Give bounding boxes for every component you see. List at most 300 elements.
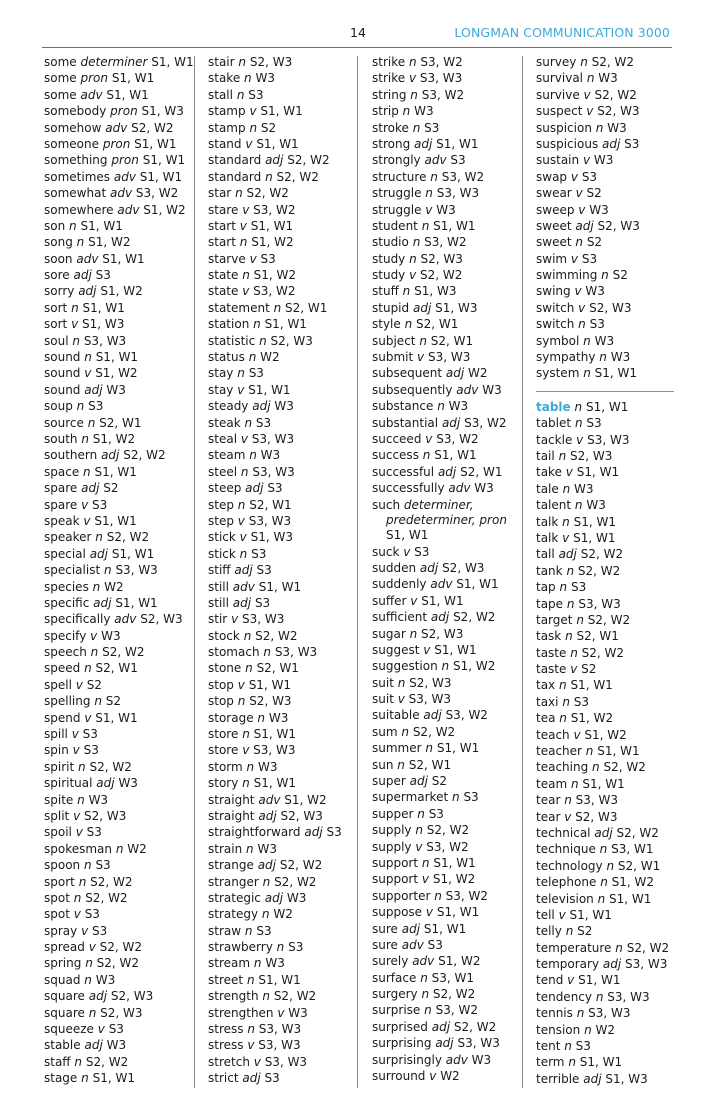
part-of-speech: adj [602,136,621,151]
frequency-band: S2 [586,235,603,250]
headword: sufficient [372,610,428,625]
word-entry [372,921,522,937]
word-entry [208,972,358,988]
frequency-band: W3 [448,399,469,414]
frequency-band: S3 [570,580,587,595]
part-of-speech: v [578,300,586,315]
part-of-speech: n [257,710,266,725]
frequency-band: W3 [471,1052,492,1067]
headword: such [372,497,401,512]
word-entry [372,773,522,789]
frequency-band: S2, W2 [90,874,133,889]
headword: station [208,317,250,332]
headword: survey [536,55,577,69]
frequency-band: S1, W1 [253,776,296,791]
part-of-speech: v [249,104,257,119]
word-entry [536,940,674,956]
part-of-speech: adj [245,481,264,496]
part-of-speech: n [583,333,591,348]
part-of-speech: n [558,448,567,463]
frequency-band: W3 [288,1005,308,1020]
word-entry [44,513,192,529]
frequency-band: S2, W3 [249,694,292,709]
part-of-speech: v [75,677,83,692]
frequency-band: W2 [127,841,147,856]
headword: sort [44,317,68,332]
part-of-speech: n [263,645,271,660]
word-entry [44,1021,192,1037]
word-entry [372,464,522,480]
word-entry [372,970,522,986]
headword: talent [536,498,572,513]
headword: sound [44,382,81,397]
part-of-speech: n [84,972,92,987]
headword: study [372,268,406,283]
frequency-band: S1, W3 [414,284,457,299]
frequency-band: S3, W3 [436,186,480,201]
frequency-band: S1, W1 [250,218,294,233]
part-of-speech: adj [73,268,92,283]
headword: soul [44,333,69,348]
frequency-band: S1, W1 [423,921,467,936]
part-of-speech: v [582,153,591,168]
headword: tackle [536,432,573,447]
word-entry [536,661,674,677]
part-of-speech: n [417,806,425,821]
headword: sorry [44,284,75,299]
frequency-band: S3, W3 [264,1054,308,1069]
word-entry [44,939,192,955]
frequency-band: S1, W1 [597,744,640,759]
frequency-band: W2 [595,1022,615,1037]
word-column-2 [208,54,358,1087]
headword: square [44,1005,85,1020]
word-entry [536,825,674,841]
frequency-band: S3 [84,907,100,922]
part-of-speech: adj [81,481,100,496]
part-of-speech: n [437,399,445,414]
word-entry [44,972,192,988]
word-entry [372,283,522,299]
frequency-band: S1, W2 [143,202,186,217]
frequency-band: S2 [260,120,277,135]
part-of-speech: adj [84,382,103,397]
frequency-band: S2, W2 [273,989,317,1004]
frequency-band: W2 [273,907,293,922]
part-of-speech: adv [258,792,281,807]
part-of-speech: n [85,956,93,971]
part-of-speech: adj [414,136,433,151]
part-of-speech: adv [448,481,471,496]
headword: stupid [372,300,410,315]
headword: spray [44,923,78,938]
frequency-band: S2, W1 [249,497,292,512]
part-of-speech: v [97,1022,105,1037]
part-of-speech: adv [76,251,99,266]
word-entry [536,907,674,923]
word-entry [372,888,522,904]
part-of-speech: n [562,514,570,529]
part-of-speech: adj [78,284,97,299]
part-of-speech: n [412,235,421,250]
part-of-speech: adv [412,954,435,969]
word-entry [208,365,358,381]
word-entry [372,54,522,70]
word-entry [44,562,192,578]
part-of-speech: v [242,284,250,299]
part-of-speech: adv [105,120,128,135]
word-entry [372,839,522,855]
word-entry [208,595,358,611]
frequency-band: S2, W2 [603,760,646,775]
headword: sweet [536,218,572,233]
letter-section-rule [536,391,674,392]
part-of-speech: v [84,710,92,725]
frequency-band: S1, W1 [111,71,155,86]
part-of-speech: adj [412,300,432,315]
word-entry [536,563,674,579]
part-of-speech: adj [93,595,112,610]
part-of-speech: v [84,366,92,381]
part-of-speech: adj [265,153,284,168]
frequency-band: S3 [260,251,276,266]
word-entry [536,169,674,185]
headword: specialist [44,563,101,578]
part-of-speech: n [565,629,573,644]
headword: subject [372,333,416,348]
word-entry [44,300,192,316]
word-entry [208,775,358,791]
headword: stroke [372,120,409,135]
part-of-speech: n [87,415,96,430]
part-of-speech: n [244,415,253,430]
frequency-band: W3 [414,104,434,119]
part-of-speech: v [421,872,430,887]
frequency-band: S3 [428,806,444,821]
headword: spot [44,907,70,922]
word-entry [44,644,192,660]
part-of-speech: determiner, [403,497,474,512]
frequency-band: S2, W3 [575,809,618,824]
word-entry [536,136,674,152]
headword: steal [208,431,238,446]
part-of-speech: n [397,757,405,772]
headword: tennis [536,1006,573,1021]
word-entry [208,267,358,283]
frequency-band: S2, W1 [99,415,142,430]
frequency-band: S1, W1 [94,464,137,479]
word-entry [208,202,358,218]
word-entry [372,218,522,234]
part-of-speech: n [259,333,267,348]
word-entry [372,251,522,267]
headword: spend [44,710,81,725]
frequency-band: S3, W2 [445,888,489,903]
part-of-speech: adj [101,448,120,463]
headword: suck [372,544,400,559]
part-of-speech: adv [80,87,103,102]
frequency-band: S3, W3 [578,596,621,611]
headword: steel [208,464,238,479]
frequency-band: S3, W2 [426,839,469,854]
headword: surface [372,970,417,985]
part-of-speech: n [421,855,430,870]
word-entry [536,546,674,562]
word-entry [372,398,522,414]
part-of-speech: v [425,905,434,920]
part-of-speech: n [564,1039,572,1054]
word-entry [208,906,358,922]
word-entry [372,333,522,349]
word-entry [372,593,522,609]
word-entry [44,1054,192,1070]
part-of-speech: adj [602,957,622,972]
part-of-speech: n [237,366,245,381]
part-of-speech: n [262,989,270,1004]
word-entry [536,497,674,513]
frequency-band: S2, W2 [106,530,150,545]
word-entry [208,857,358,873]
frequency-band: S3 [248,87,264,102]
headword: spoon [44,858,81,873]
word-entry [372,431,522,447]
frequency-band: S1, W1 [386,527,429,542]
frequency-band: S2, W1 [617,858,661,873]
word-entry [372,234,522,250]
part-of-speech: adj [89,546,109,561]
headword: symbol [536,333,580,348]
frequency-band: S3, W2 [421,87,465,102]
headword: strain [208,841,243,856]
headword: success [372,448,419,463]
part-of-speech: adj [84,1038,103,1053]
word-entry [536,103,674,119]
headword: television [536,891,594,906]
part-of-speech: n [237,497,246,512]
frequency-band: S2, W3 [280,808,323,823]
word-entry [372,103,522,119]
frequency-band: S2 [612,268,628,283]
part-of-speech: v [409,268,417,283]
part-of-speech: n [273,300,282,315]
part-of-speech: v [237,513,245,528]
frequency-band: S1, W1 [95,350,139,365]
headword: state [208,284,239,299]
part-of-speech: n [77,792,85,807]
frequency-band: S3, W3 [83,333,127,348]
part-of-speech: n [78,874,87,889]
part-of-speech: pron [110,104,138,119]
column-separator [194,56,195,1088]
headword: struggle [372,186,422,201]
word-entry [44,890,192,906]
part-of-speech: n [584,1022,592,1037]
frequency-band: S3, W3 [258,1038,301,1053]
headword: stranger [208,874,259,889]
part-of-speech: n [564,793,572,808]
part-of-speech: adv [109,186,133,201]
headword: species [44,579,89,594]
part-of-speech: adj [445,366,465,381]
frequency-band: W2 [104,579,124,594]
word-entry [536,448,674,464]
word-entry [44,874,192,890]
frequency-band: S1, W1 [258,579,302,594]
frequency-band: S1, W1 [92,1071,135,1086]
word-entry [536,858,674,874]
word-entry [44,202,192,218]
headword: spiritual [44,776,93,791]
word-entry [208,660,358,676]
frequency-band: S2, W2 [626,940,670,955]
word-entry [44,70,192,86]
part-of-speech: v [570,662,578,677]
part-of-speech: v [253,1054,261,1069]
word-entry [208,742,358,758]
part-of-speech: n [246,759,255,774]
frequency-band: S2, W2 [591,55,635,69]
headword: stake [208,71,241,86]
frequency-band: W3 [101,628,121,643]
part-of-speech: v [564,809,572,824]
word-entry [208,841,358,857]
headword: support [372,872,419,887]
headword: studio [372,235,409,250]
part-of-speech: v [570,169,578,184]
part-of-speech: n [69,218,77,233]
frequency-band: S2, W3 [597,104,640,119]
part-of-speech: n [580,55,588,69]
headword: suitable [372,708,420,723]
part-of-speech: v [237,382,245,397]
part-of-speech: adj [441,415,461,430]
part-of-speech: n [253,956,262,971]
headword: summer [372,741,422,756]
headword: tear [536,809,561,824]
headword: stream [208,956,251,971]
part-of-speech: n [404,317,413,332]
headword: stall [208,87,233,102]
word-entry [372,169,522,185]
part-of-speech: v [71,317,79,332]
headword: tank [536,563,563,578]
word-entry [372,1019,522,1035]
part-of-speech: v [558,907,566,922]
part-of-speech: n [592,760,600,775]
part-of-speech: n [239,235,248,250]
headword: song [44,235,73,250]
word-entry [372,202,522,218]
part-of-speech: v [570,251,579,266]
frequency-band: S1, W2 [251,235,294,250]
headword: stuff [372,284,399,299]
frequency-band: S3, W3 [625,957,668,972]
headword: team [536,776,568,791]
word-entry [536,530,674,546]
word-list-t-start [536,399,674,1087]
headword: spell [44,677,72,692]
part-of-speech: n [78,759,86,774]
headword: tablet [536,416,572,431]
part-of-speech: n [412,120,421,135]
word-entry [536,464,674,480]
part-of-speech: n [599,350,607,365]
frequency-band: S1, W1 [80,218,123,233]
headword: super [372,774,406,789]
running-title: LONGMAN COMMUNICATION 3000 [454,25,670,40]
word-entry [44,349,192,365]
part-of-speech: n [410,87,418,102]
headword: start [208,218,236,233]
frequency-band: S3, W2 [445,708,488,723]
word-entry [536,432,674,448]
part-of-speech: n [559,711,567,726]
word-entry [44,841,192,857]
part-of-speech: n [242,268,250,283]
headword: store [208,727,239,742]
part-of-speech: n [615,940,623,955]
word-entry [536,792,674,808]
part-of-speech: n [237,694,246,709]
headword: survive [536,87,580,102]
part-of-speech: v [567,973,575,988]
frequency-band: S3, W3 [607,989,650,1004]
word-entry [208,136,358,152]
headword: subsequent [372,366,443,381]
headword: stiff [208,563,231,578]
word-entry [536,120,674,136]
frequency-band: S1, W1 [256,136,299,151]
part-of-speech: n [408,55,417,69]
word-entry [44,365,192,381]
word-entry [372,120,522,136]
frequency-band: S2, W3 [249,55,293,69]
frequency-band: S1, W1 [578,973,621,988]
headword: teacher [536,744,582,759]
headword: technology [536,858,603,873]
word-entry [536,923,674,939]
part-of-speech: v [72,743,80,758]
part-of-speech: v [425,202,433,217]
headword: stress [208,1022,244,1037]
frequency-band: W3 [257,759,278,774]
word-entry [536,874,674,890]
frequency-band: S1, W1 [569,907,612,922]
part-of-speech: adv [114,612,137,627]
frequency-band: S3, W2 [253,202,296,217]
frequency-band: S1, W1 [111,546,155,561]
frequency-band: S3, W2 [441,169,485,184]
part-of-speech: v [425,431,433,446]
frequency-band: S1, W1 [248,677,292,692]
word-entry [208,988,358,1004]
frequency-band: S1, W1 [248,382,291,397]
part-of-speech: n [578,317,586,332]
word-entry [44,382,192,398]
frequency-band: S3, W2 [135,186,179,201]
word-entry [208,644,358,660]
frequency-band: S2, W3 [442,560,485,575]
word-entry [208,152,358,168]
word-entry [208,824,358,840]
part-of-speech: adv [430,577,453,592]
headword: source [44,415,84,430]
frequency-band: S3 [82,727,98,742]
part-of-speech: n [242,727,250,742]
headword: sun [372,757,394,772]
word-entry [536,1071,674,1087]
part-of-speech: n [397,675,406,690]
